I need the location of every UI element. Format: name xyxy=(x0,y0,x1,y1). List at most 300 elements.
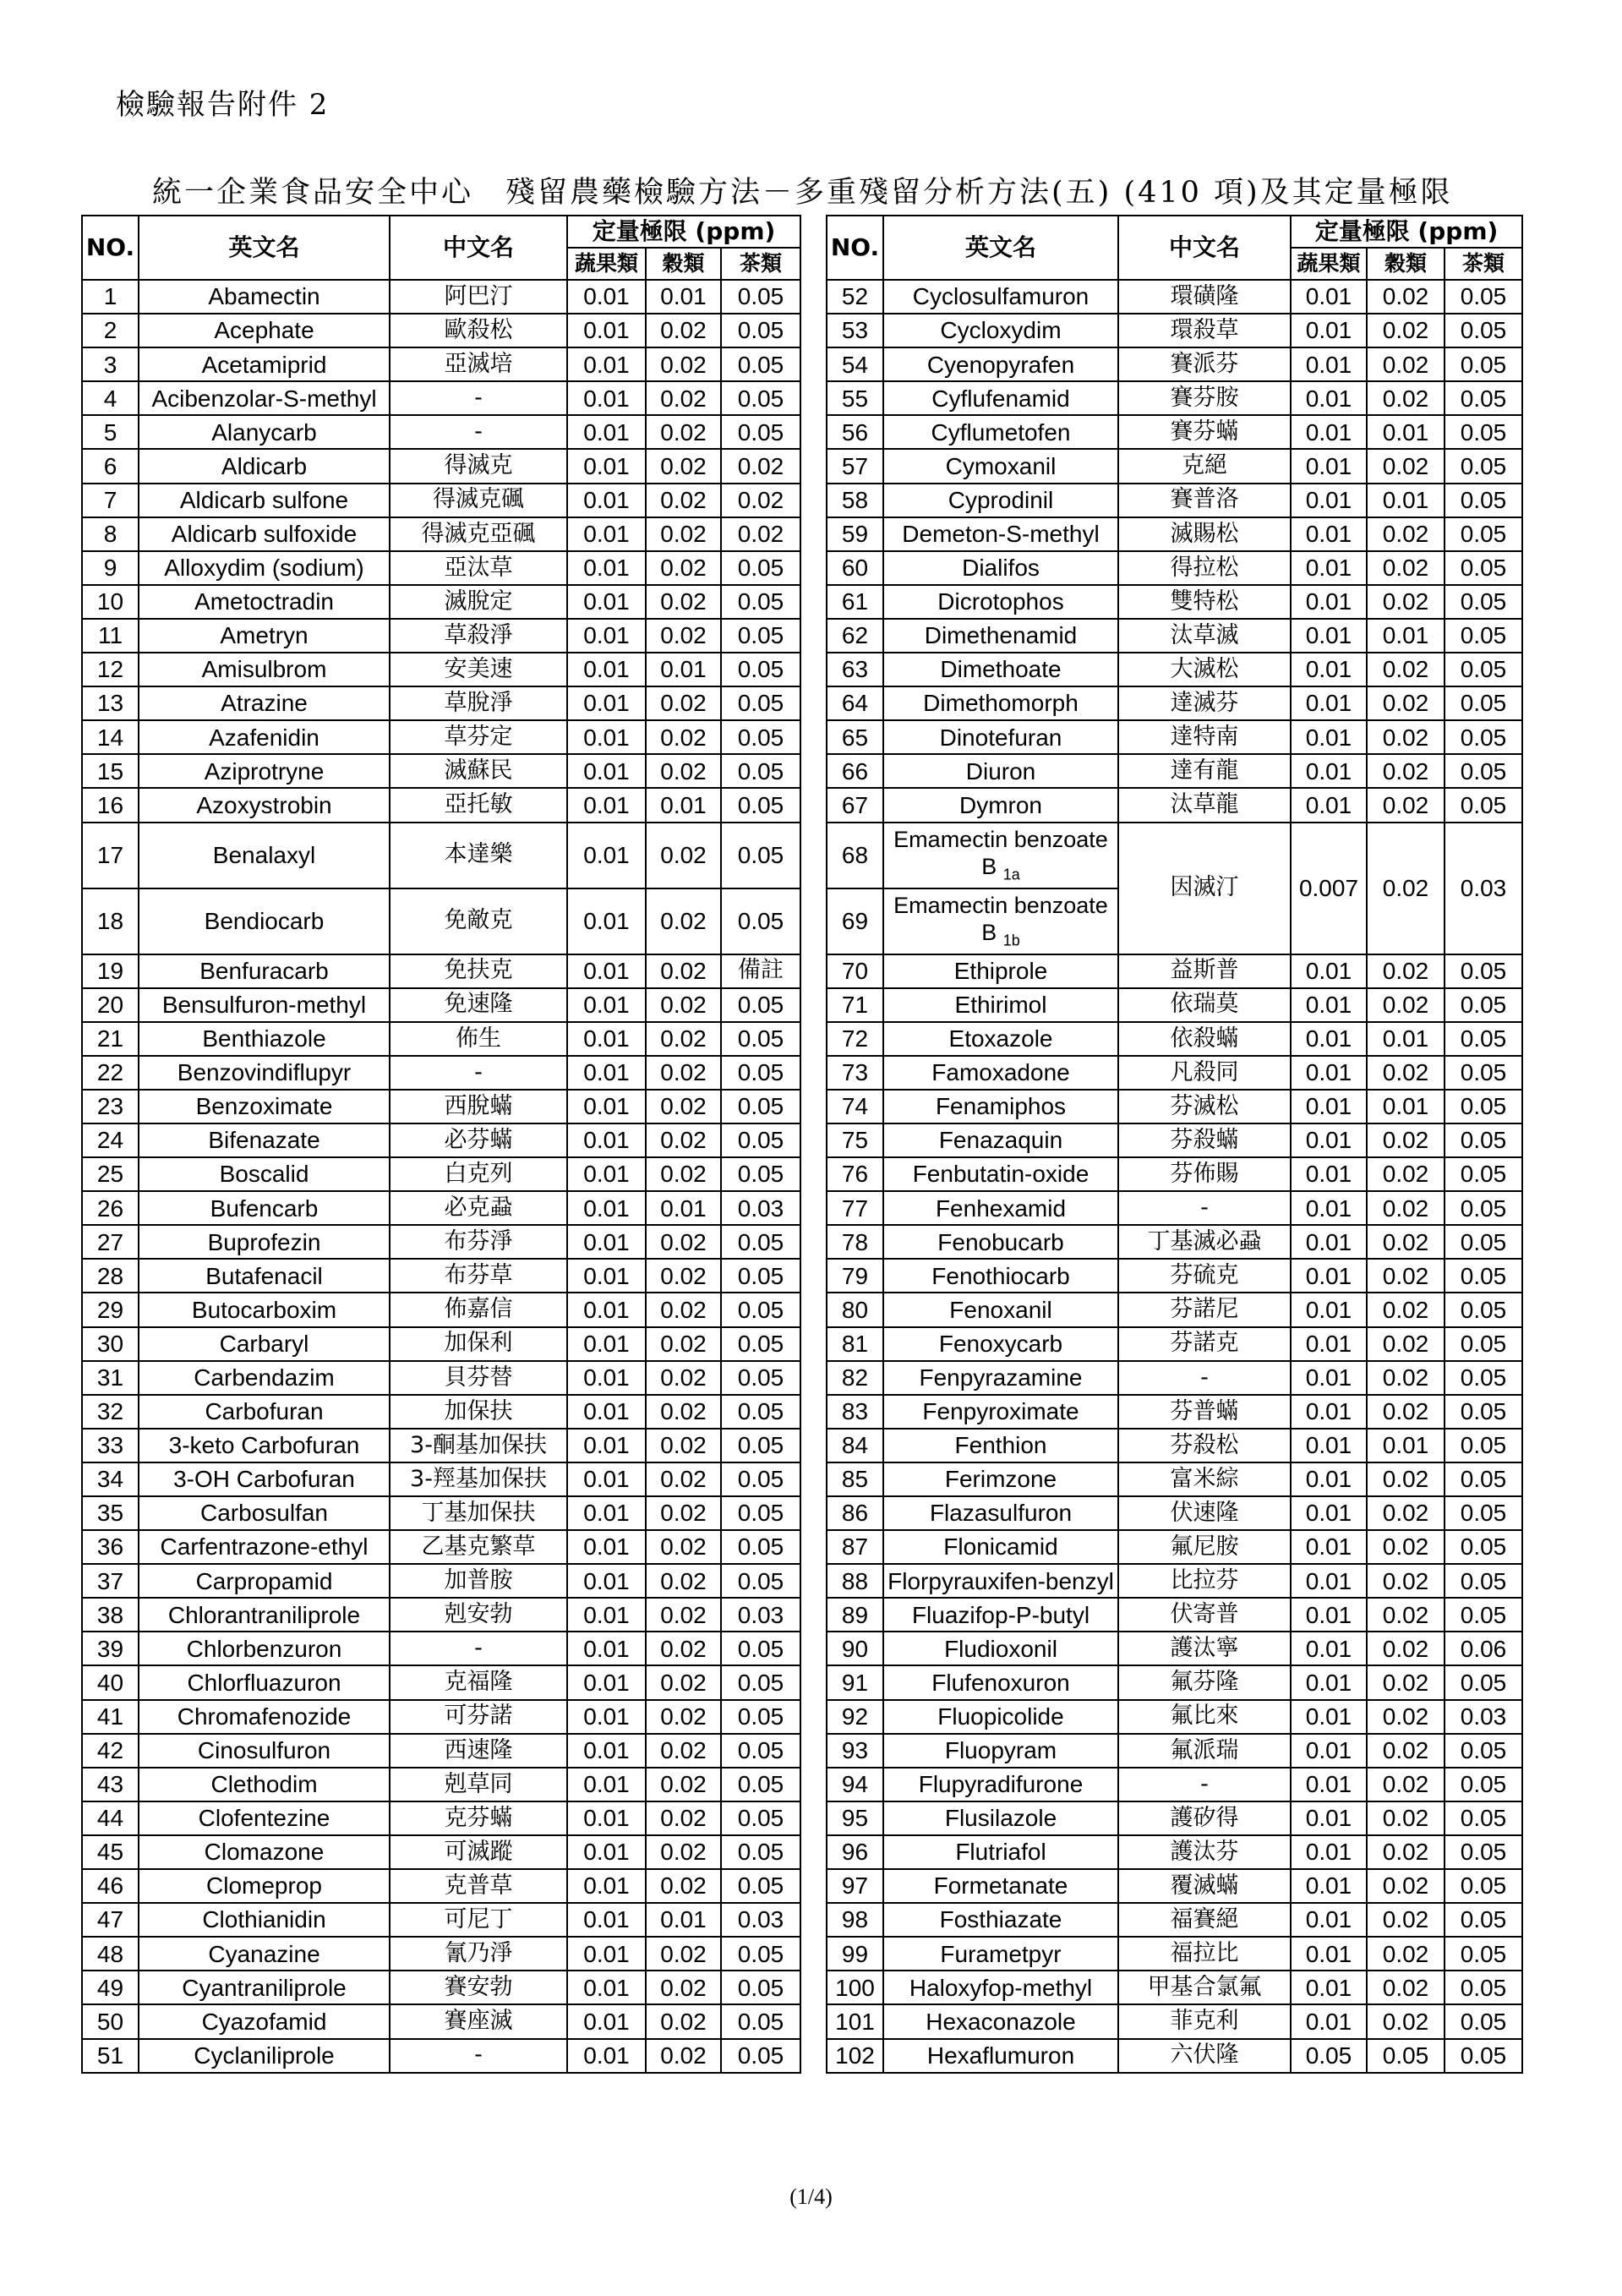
loq-grain: 0.02 xyxy=(1367,1395,1445,1429)
chinese-name: 免敵克 xyxy=(390,888,567,954)
english-name: Benzovindiflupyr xyxy=(139,1056,390,1090)
loq-grain: 0.02 xyxy=(646,754,721,788)
loq-grain: 0.02 xyxy=(646,1123,721,1157)
loq-tea: 0.05 xyxy=(1445,1971,1522,2004)
chinese-name: 3-羥基加保扶 xyxy=(390,1462,567,1496)
table-row xyxy=(82,585,800,619)
loq-veg: 0.01 xyxy=(567,1225,646,1259)
chinese-name: 布芬草 xyxy=(390,1259,567,1293)
loq-grain: 0.02 xyxy=(646,1056,721,1090)
row-number: 41 xyxy=(82,1700,139,1734)
row-number: 34 xyxy=(82,1462,139,1496)
loq-veg: 0.01 xyxy=(1291,280,1367,314)
loq-grain: 0.02 xyxy=(1367,1225,1445,1259)
loq-tea: 0.06 xyxy=(1445,1632,1522,1665)
loq-grain: 0.02 xyxy=(646,1090,721,1123)
loq-grain: 0.02 xyxy=(646,1157,721,1191)
loq-grain: 0.01 xyxy=(646,788,721,822)
col-header-veg: 蔬果類 xyxy=(1291,248,1367,280)
loq-grain: 0.02 xyxy=(646,1801,721,1835)
chinese-name: 免扶克 xyxy=(390,954,567,988)
table-row xyxy=(827,1395,1522,1429)
col-header-grain: 穀類 xyxy=(646,248,721,280)
loq-tea: 0.05 xyxy=(721,888,800,954)
loq-veg: 0.01 xyxy=(1291,585,1367,619)
english-name: Boscalid xyxy=(139,1157,390,1191)
chinese-name: 菲克利 xyxy=(1118,2004,1291,2038)
table-row xyxy=(82,1395,800,1429)
chinese-name: 歐殺松 xyxy=(390,314,567,347)
row-number: 72 xyxy=(827,1022,883,1056)
row-number: 13 xyxy=(82,686,139,720)
row-number: 31 xyxy=(82,1361,139,1395)
english-name: Carfentrazone-ethyl xyxy=(139,1530,390,1564)
row-number: 94 xyxy=(827,1768,883,1801)
loq-grain: 0.02 xyxy=(646,314,721,347)
chinese-name: 必克蝨 xyxy=(390,1191,567,1225)
english-name: Acephate xyxy=(139,314,390,347)
loq-veg: 0.01 xyxy=(567,517,646,551)
english-name: Clethodim xyxy=(139,1768,390,1801)
loq-grain: 0.01 xyxy=(646,280,721,314)
loq-veg: 0.05 xyxy=(1291,2039,1367,2073)
loq-grain: 0.01 xyxy=(1367,415,1445,449)
loq-grain: 0.02 xyxy=(1367,314,1445,347)
loq-veg: 0.01 xyxy=(567,585,646,619)
table-row xyxy=(827,1022,1522,1056)
loq-veg: 0.01 xyxy=(567,484,646,517)
table-row xyxy=(827,1937,1522,1971)
loq-tea: 0.05 xyxy=(721,653,800,686)
loq-grain: 0.02 xyxy=(646,823,721,888)
loq-grain: 0.02 xyxy=(646,347,721,381)
loq-grain: 0.02 xyxy=(646,888,721,954)
row-number: 52 xyxy=(827,280,883,314)
loq-grain: 0.02 xyxy=(1367,686,1445,720)
table-row xyxy=(827,280,1522,314)
loq-tea: 0.05 xyxy=(721,347,800,381)
table-row xyxy=(827,1564,1522,1598)
row-number: 50 xyxy=(82,2004,139,2038)
col-header-loq: 定量極限 (ppm) xyxy=(1291,216,1522,248)
chinese-name: 滅蘇民 xyxy=(390,754,567,788)
loq-veg: 0.01 xyxy=(567,1327,646,1361)
row-number: 102 xyxy=(827,2039,883,2073)
english-name: Hexaflumuron xyxy=(883,2039,1118,2073)
loq-grain: 0.02 xyxy=(646,1462,721,1496)
english-name: Cyantraniliprole xyxy=(139,1971,390,2004)
english-name: Bifenazate xyxy=(139,1123,390,1157)
loq-tea: 0.05 xyxy=(1445,1496,1522,1530)
row-number: 83 xyxy=(827,1395,883,1429)
chinese-name: - xyxy=(390,381,567,415)
loq-veg: 0.01 xyxy=(567,823,646,888)
loq-tea: 0.05 xyxy=(1445,653,1522,686)
chinese-name: 布芬淨 xyxy=(390,1225,567,1259)
loq-tea: 0.05 xyxy=(721,1496,800,1530)
row-number: 27 xyxy=(82,1225,139,1259)
table-row xyxy=(82,1598,800,1632)
table-row xyxy=(827,484,1522,517)
row-number: 86 xyxy=(827,1496,883,1530)
row-number: 66 xyxy=(827,754,883,788)
table-row xyxy=(827,653,1522,686)
english-name: Furametpyr xyxy=(883,1937,1118,1971)
loq-grain: 0.02 xyxy=(1367,1496,1445,1530)
chinese-name: 3-酮基加保扶 xyxy=(390,1429,567,1462)
chinese-name: 伏寄普 xyxy=(1118,1598,1291,1632)
english-name: Buprofezin xyxy=(139,1225,390,1259)
english-name: Fluazifop-P-butyl xyxy=(883,1598,1118,1632)
table-body-right xyxy=(827,280,1522,2073)
loq-grain: 0.01 xyxy=(646,1191,721,1225)
loq-grain: 0.02 xyxy=(646,551,721,585)
loq-veg: 0.01 xyxy=(567,754,646,788)
row-number: 44 xyxy=(82,1801,139,1835)
row-number: 21 xyxy=(82,1022,139,1056)
chinese-name: 白克列 xyxy=(390,1157,567,1191)
chinese-name: 芬滅松 xyxy=(1118,1090,1291,1123)
english-name xyxy=(883,888,1118,954)
row-number: 63 xyxy=(827,653,883,686)
table-row xyxy=(827,1903,1522,1937)
english-name: Cyanazine xyxy=(139,1937,390,1971)
loq-tea: 0.05 xyxy=(1445,517,1522,551)
english-name: Dymron xyxy=(883,788,1118,822)
loq-grain: 0.01 xyxy=(1367,619,1445,653)
loq-tea: 0.05 xyxy=(1445,1869,1522,1903)
loq-grain: 0.02 xyxy=(646,1632,721,1665)
loq-tea: 0.05 xyxy=(1445,1022,1522,1056)
loq-grain: 0.02 xyxy=(646,686,721,720)
loq-veg: 0.01 xyxy=(567,1056,646,1090)
loq-grain: 0.02 xyxy=(1367,1971,1445,2004)
english-name: Cycloxydim xyxy=(883,314,1118,347)
loq-veg: 0.01 xyxy=(1291,1700,1367,1734)
loq-veg: 0.01 xyxy=(567,2004,646,2038)
loq-grain: 0.02 xyxy=(1367,1869,1445,1903)
table-row xyxy=(827,1293,1522,1326)
loq-grain: 0.02 xyxy=(1367,1462,1445,1496)
table-row xyxy=(82,1564,800,1598)
loq-tea: 0.05 xyxy=(721,280,800,314)
row-number: 59 xyxy=(827,517,883,551)
english-name: Chromafenozide xyxy=(139,1700,390,1734)
loq-grain: 0.02 xyxy=(1367,1734,1445,1768)
pesticide-table-right xyxy=(826,215,1523,2074)
table-row xyxy=(827,1496,1522,1530)
english-name: Cinosulfuron xyxy=(139,1734,390,1768)
table-row xyxy=(82,1090,800,1123)
loq-grain: 0.02 xyxy=(646,1022,721,1056)
english-name: Azafenidin xyxy=(139,720,390,754)
pesticide-table-left xyxy=(81,215,801,2074)
loq-tea: 0.05 xyxy=(721,1225,800,1259)
loq-tea: 0.05 xyxy=(1445,1293,1522,1326)
english-name: Fenoxycarb xyxy=(883,1327,1118,1361)
loq-tea: 0.05 xyxy=(721,2004,800,2038)
table-row xyxy=(82,686,800,720)
table-row xyxy=(827,1869,1522,1903)
row-number: 92 xyxy=(827,1700,883,1734)
loq-veg: 0.01 xyxy=(567,1937,646,1971)
row-number: 7 xyxy=(82,484,139,517)
loq-tea: 0.05 xyxy=(721,1768,800,1801)
loq-tea: 0.05 xyxy=(721,1429,800,1462)
row-number: 96 xyxy=(827,1835,883,1869)
chinese-name: 比拉芬 xyxy=(1118,1564,1291,1598)
loq-veg: 0.01 xyxy=(567,381,646,415)
chinese-name: 草芬定 xyxy=(390,720,567,754)
loq-grain: 0.02 xyxy=(646,1734,721,1768)
loq-tea: 0.05 xyxy=(1445,1462,1522,1496)
row-number: 26 xyxy=(82,1191,139,1225)
chinese-name: 賽芬蟎 xyxy=(1118,415,1291,449)
table-row xyxy=(82,954,800,988)
row-number: 75 xyxy=(827,1123,883,1157)
chinese-name: 草殺淨 xyxy=(390,619,567,653)
chinese-name: 得滅克碸 xyxy=(390,484,567,517)
english-name: Benfuracarb xyxy=(139,954,390,988)
table-row xyxy=(82,1530,800,1564)
row-number: 8 xyxy=(82,517,139,551)
table-row xyxy=(827,619,1522,653)
chinese-name: 佈嘉信 xyxy=(390,1293,567,1326)
table-row xyxy=(827,381,1522,415)
loq-veg: 0.01 xyxy=(567,1971,646,2004)
row-number: 46 xyxy=(82,1869,139,1903)
row-number: 67 xyxy=(827,788,883,822)
table-row xyxy=(827,1056,1522,1090)
loq-veg: 0.01 xyxy=(1291,1903,1367,1937)
table-row xyxy=(827,1971,1522,2004)
loq-tea: 0.05 xyxy=(1445,754,1522,788)
english-name: Carbendazim xyxy=(139,1361,390,1395)
loq-grain: 0.02 xyxy=(1367,1937,1445,1971)
loq-grain: 0.02 xyxy=(1367,2004,1445,2038)
loq-veg: 0.01 xyxy=(1291,1191,1367,1225)
table-row xyxy=(82,1632,800,1665)
loq-tea: 0.05 xyxy=(1445,619,1522,653)
loq-tea: 0.05 xyxy=(721,1123,800,1157)
loq-tea: 0.05 xyxy=(721,788,800,822)
chinese-name: 依瑞莫 xyxy=(1118,988,1291,1022)
loq-veg: 0.01 xyxy=(567,1090,646,1123)
table-row xyxy=(827,415,1522,449)
table-row xyxy=(827,788,1522,822)
loq-tea: 0.05 xyxy=(721,823,800,888)
row-number: 22 xyxy=(82,1056,139,1090)
loq-grain: 0.02 xyxy=(646,1361,721,1395)
table-row xyxy=(827,1462,1522,1496)
loq-veg: 0.01 xyxy=(1291,1496,1367,1530)
loq-grain: 0.02 xyxy=(646,1293,721,1326)
row-number: 71 xyxy=(827,988,883,1022)
chinese-name: 氰乃淨 xyxy=(390,1937,567,1971)
chinese-name: 得滅克 xyxy=(390,449,567,483)
english-name: Fludioxonil xyxy=(883,1632,1118,1665)
chinese-name: 甲基合氯氟 xyxy=(1118,1971,1291,2004)
english-name-line1: Emamectin benzoate xyxy=(893,826,1108,852)
loq-tea: 0.05 xyxy=(721,1801,800,1835)
chinese-name: 剋安勃 xyxy=(390,1598,567,1632)
loq-veg: 0.01 xyxy=(567,1632,646,1665)
loq-tea: 0.05 xyxy=(1445,954,1522,988)
chinese-name: 益斯普 xyxy=(1118,954,1291,988)
loq-tea: 0.05 xyxy=(721,1734,800,1768)
loq-tea: 0.05 xyxy=(721,1564,800,1598)
loq-tea: 0.05 xyxy=(721,1971,800,2004)
loq-veg: 0.01 xyxy=(1291,1225,1367,1259)
row-number: 62 xyxy=(827,619,883,653)
loq-tea: 0.03 xyxy=(721,1191,800,1225)
table-row xyxy=(827,449,1522,483)
row-number: 65 xyxy=(827,720,883,754)
chinese-name: - xyxy=(390,2039,567,2073)
table-row xyxy=(827,954,1522,988)
loq-grain: 0.02 xyxy=(646,988,721,1022)
loq-veg: 0.01 xyxy=(567,1598,646,1632)
loq-tea: 0.05 xyxy=(721,720,800,754)
table-row xyxy=(827,1598,1522,1632)
loq-tea: 0.05 xyxy=(1445,1429,1522,1462)
chinese-name: 丁基滅必蝨 xyxy=(1118,1225,1291,1259)
loq-veg: 0.01 xyxy=(567,1293,646,1326)
row-number: 51 xyxy=(82,2039,139,2073)
loq-veg: 0.01 xyxy=(1291,1259,1367,1293)
english-name: Dimethenamid xyxy=(883,619,1118,653)
col-header-tea: 茶類 xyxy=(721,248,800,280)
row-number: 53 xyxy=(827,314,883,347)
chinese-name: - xyxy=(390,1056,567,1090)
chinese-name: 得拉松 xyxy=(1118,551,1291,585)
row-number: 19 xyxy=(82,954,139,988)
loq-tea: 0.05 xyxy=(721,1293,800,1326)
english-name-line2: B xyxy=(981,854,997,880)
loq-veg: 0.01 xyxy=(567,1361,646,1395)
loq-grain: 0.02 xyxy=(1367,754,1445,788)
row-number: 73 xyxy=(827,1056,883,1090)
english-name: Aziprotryne xyxy=(139,754,390,788)
loq-veg: 0.01 xyxy=(567,1259,646,1293)
table-row xyxy=(827,1361,1522,1395)
english-name: Clomeprop xyxy=(139,1869,390,1903)
table-row xyxy=(82,1022,800,1056)
row-number: 1 xyxy=(82,280,139,314)
loq-veg: 0.01 xyxy=(1291,1293,1367,1326)
loq-veg: 0.01 xyxy=(1291,2004,1367,2038)
chinese-name: 芬殺蟎 xyxy=(1118,1123,1291,1157)
attachment-label: 檢驗報告附件 2 xyxy=(116,88,330,122)
english-name: Fenthion xyxy=(883,1429,1118,1462)
english-name-line2: B xyxy=(981,920,997,946)
english-name: Carbosulfan xyxy=(139,1496,390,1530)
loq-grain: 0.02 xyxy=(646,517,721,551)
table-row xyxy=(827,1429,1522,1462)
row-number: 69 xyxy=(827,888,883,954)
loq-tea: 0.05 xyxy=(1445,788,1522,822)
table-row xyxy=(82,1157,800,1191)
loq-tea: 0.05 xyxy=(721,2039,800,2073)
table-row xyxy=(82,1225,800,1259)
chinese-name: 汰草龍 xyxy=(1118,788,1291,822)
loq-grain: 0.01 xyxy=(1367,1022,1445,1056)
loq-tea: 0.05 xyxy=(721,1530,800,1564)
table-row xyxy=(827,517,1522,551)
loq-tea: 0.05 xyxy=(721,1327,800,1361)
loq-veg: 0.01 xyxy=(567,551,646,585)
chinese-name: 大滅松 xyxy=(1118,653,1291,686)
loq-veg: 0.01 xyxy=(567,1530,646,1564)
chinese-name: 賽芬胺 xyxy=(1118,381,1291,415)
table-row xyxy=(82,449,800,483)
row-number: 42 xyxy=(82,1734,139,1768)
loq-veg: 0.01 xyxy=(567,1869,646,1903)
table-row xyxy=(82,484,800,517)
english-name: Benalaxyl xyxy=(139,823,390,888)
loq-tea: 0.05 xyxy=(1445,1835,1522,1869)
chinese-name: - xyxy=(1118,1191,1291,1225)
row-number: 82 xyxy=(827,1361,883,1395)
table-row xyxy=(82,381,800,415)
loq-tea: 0.05 xyxy=(1445,2039,1522,2073)
table-row xyxy=(82,619,800,653)
english-name: Flonicamid xyxy=(883,1530,1118,1564)
chinese-name: 護矽得 xyxy=(1118,1801,1291,1835)
english-name: Fenazaquin xyxy=(883,1123,1118,1157)
page-number: (1/4) xyxy=(789,2184,833,2209)
english-name: Fosthiazate xyxy=(883,1903,1118,1937)
row-number: 60 xyxy=(827,551,883,585)
english-name: Bufencarb xyxy=(139,1191,390,1225)
loq-tea: 0.05 xyxy=(721,988,800,1022)
english-name: Etoxazole xyxy=(883,1022,1118,1056)
loq-veg: 0.01 xyxy=(567,1734,646,1768)
english-name: Cyclaniliprole xyxy=(139,2039,390,2073)
col-header-veg: 蔬果類 xyxy=(567,248,646,280)
loq-tea: 0.05 xyxy=(1445,415,1522,449)
english-name: Clofentezine xyxy=(139,1801,390,1835)
row-number: 78 xyxy=(827,1225,883,1259)
loq-tea: 0.05 xyxy=(721,585,800,619)
english-name: Ametoctradin xyxy=(139,585,390,619)
loq-tea: 0.05 xyxy=(721,551,800,585)
table-row xyxy=(827,823,1522,888)
table-row xyxy=(82,314,800,347)
loq-grain: 0.02 xyxy=(1367,1665,1445,1699)
table-row xyxy=(82,754,800,788)
loq-grain: 0.02 xyxy=(1367,988,1445,1022)
table-row xyxy=(827,1665,1522,1699)
chinese-name: 必芬蟎 xyxy=(390,1123,567,1157)
loq-veg: 0.01 xyxy=(1291,754,1367,788)
english-name: Fenamiphos xyxy=(883,1090,1118,1123)
loq-tea: 0.05 xyxy=(1445,1801,1522,1835)
loq-veg: 0.01 xyxy=(1291,484,1367,517)
row-number: 9 xyxy=(82,551,139,585)
loq-grain: 0.01 xyxy=(646,653,721,686)
loq-grain: 0.02 xyxy=(1367,1293,1445,1326)
loq-veg: 0.01 xyxy=(1291,1869,1367,1903)
english-name: Dimethomorph xyxy=(883,686,1118,720)
loq-grain: 0.02 xyxy=(1367,1700,1445,1734)
chinese-name: 護汰芬 xyxy=(1118,1835,1291,1869)
loq-tea: 0.05 xyxy=(721,686,800,720)
loq-grain: 0.02 xyxy=(646,484,721,517)
loq-veg: 0.01 xyxy=(1291,788,1367,822)
table-row xyxy=(82,1700,800,1734)
row-number: 99 xyxy=(827,1937,883,1971)
